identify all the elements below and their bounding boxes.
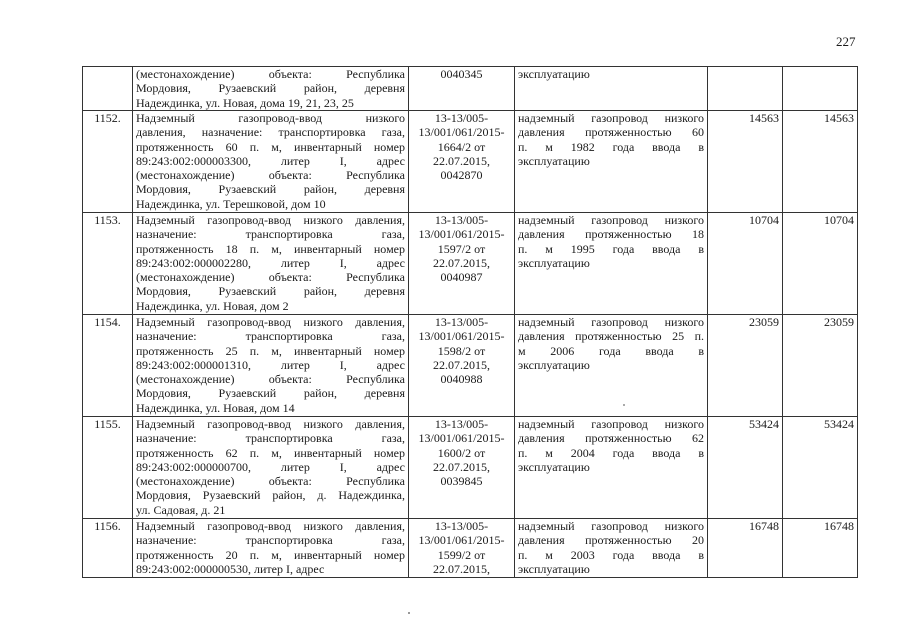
- text-line: давления протяженностью 20: [518, 533, 704, 548]
- text-line: давления протяженностью 25 п.: [518, 329, 704, 344]
- text-line: Мордовия, Рузаевский район, деревня: [136, 81, 405, 96]
- value-cell: 14563: [783, 111, 858, 213]
- value-cell: 53424: [783, 417, 858, 519]
- text-line: 13-13/005-: [434, 111, 489, 125]
- object-characteristics: [515, 111, 708, 213]
- object-characteristics: [515, 213, 708, 315]
- table-row: [83, 417, 858, 519]
- text-line: Надеждинка, ул. Новая, дом 14: [136, 400, 295, 415]
- object-description: [133, 67, 409, 111]
- text-line: 13-13/005-: [434, 315, 489, 329]
- text-line: надземный газопровод низкого: [518, 417, 704, 431]
- object-characteristics: [515, 315, 708, 417]
- registration-record: [409, 315, 515, 417]
- object-description: [133, 519, 409, 578]
- text-line: 89:243:002:000000530, литер I, адрес: [136, 561, 325, 576]
- text-line: назначение: транспортировка газа,: [136, 329, 405, 344]
- row-number: 1153.: [83, 213, 133, 315]
- table-row: [83, 519, 858, 578]
- text-line: эксплуатацию: [518, 153, 590, 168]
- text-line: протяженность 60 п. м, инвентарный номер: [136, 139, 405, 154]
- text-line: п. м 1995 года ввода в: [518, 241, 704, 256]
- text-line: 1664/2 от: [437, 139, 486, 154]
- value-cell: 23059: [783, 315, 858, 417]
- registration-record: [409, 213, 515, 315]
- text-line: ул. Садовая, д. 21: [136, 502, 226, 517]
- page-number: 227: [836, 34, 856, 49]
- value-cell: [783, 67, 858, 111]
- text-line: Мордовия, Рузаевский район, деревня: [136, 386, 405, 401]
- text-line: 13/001/061/2015-: [418, 431, 505, 446]
- text-line: Мордовия, Рузаевский район, д. Надеждинка,: [136, 488, 405, 503]
- object-description: [133, 417, 409, 519]
- table-row: [83, 213, 858, 315]
- value-cell: 16748: [708, 519, 783, 578]
- text-line: 22.07.2015,: [433, 459, 490, 474]
- text-line: 0039845: [440, 474, 483, 489]
- object-characteristics: [515, 519, 708, 578]
- text-line: Надземный газопровод-ввод низкого давления,: [136, 213, 405, 227]
- value-cell: 23059: [708, 315, 783, 417]
- text-line: Надеждинка, ул. Новая, дом 2: [136, 298, 289, 313]
- text-line: Мордовия, Рузаевский район, деревня: [136, 182, 405, 197]
- registration-record: [409, 417, 515, 519]
- text-line: 0042870: [440, 168, 483, 183]
- text-line: 0040987: [440, 270, 483, 285]
- scan-speck: [408, 612, 410, 614]
- table-row: [83, 111, 858, 213]
- text-line: (местонахождение) объекта: Республика: [136, 270, 405, 285]
- object-description: [133, 111, 409, 213]
- text-line: Надеждинка, ул. Терешковой, дом 10: [136, 196, 326, 211]
- object-description: [133, 315, 409, 417]
- text-line: Надземный газопровод-ввод низкого давления,: [136, 417, 405, 431]
- text-line: 0040345: [440, 67, 483, 81]
- text-line: 13-13/005-: [434, 417, 489, 431]
- text-line: Мордовия, Рузаевский район, деревня: [136, 284, 405, 299]
- text-line: 0040988: [440, 372, 483, 387]
- text-line: 89:243:002:000001310, литер I, адрес: [136, 357, 405, 372]
- text-line: 89:243:002:000003300, литер I, адрес: [136, 153, 405, 168]
- text-line: эксплуатацию: [518, 561, 590, 576]
- text-line: 89:243:002:000002280, литер I, адрес: [136, 255, 405, 270]
- text-line: назначение: транспортировка газа,: [136, 431, 405, 446]
- text-line: 13/001/061/2015-: [418, 125, 505, 140]
- object-characteristics: [515, 417, 708, 519]
- registration-record: [409, 67, 515, 111]
- value-cell: [708, 67, 783, 111]
- text-line: протяженность 62 п. м, инвентарный номер: [136, 445, 405, 460]
- scan-speck: [623, 404, 625, 406]
- text-line: Надземный газопровод-ввод низкого давления,: [136, 315, 405, 329]
- text-line: 1598/2 от: [437, 343, 486, 358]
- text-line: назначение: транспортировка газа,: [136, 227, 405, 242]
- text-line: надземный газопровод низкого: [518, 213, 704, 227]
- text-line: (местонахождение) объекта: Республика: [136, 474, 405, 489]
- text-line: 89:243:002:000000700, литер I, адрес: [136, 459, 405, 474]
- row-number: [83, 67, 133, 111]
- text-line: 13-13/005-: [434, 213, 489, 227]
- text-line: протяженность 18 п. м, инвентарный номер: [136, 241, 405, 256]
- registration-record: [409, 111, 515, 213]
- text-line: (местонахождение) объекта: Республика: [136, 168, 405, 183]
- object-characteristics: [515, 67, 708, 111]
- text-line: п. м 2003 года ввода в: [518, 547, 704, 562]
- text-line: эксплуатацию: [518, 255, 590, 270]
- value-cell: 14563: [708, 111, 783, 213]
- text-line: 22.07.2015,: [433, 561, 490, 576]
- registration-record: [409, 519, 515, 578]
- text-line: назначение: транспортировка газа,: [136, 533, 405, 548]
- text-line: Надземный газопровод-ввод низкого: [136, 111, 405, 125]
- text-line: давления протяженностью 60: [518, 125, 704, 140]
- text-line: надземный газопровод низкого: [518, 315, 704, 329]
- records-table: [82, 66, 858, 578]
- text-line: протяженность 20 п. м, инвентарный номер: [136, 547, 405, 562]
- value-cell: 10704: [783, 213, 858, 315]
- object-description: [133, 213, 409, 315]
- text-line: 13/001/061/2015-: [418, 329, 505, 344]
- text-line: давления, назначение: транспортировка газа,: [136, 125, 405, 140]
- text-line: давления протяженностью 62: [518, 431, 704, 446]
- value-cell: 53424: [708, 417, 783, 519]
- text-line: эксплуатацию: [518, 459, 590, 474]
- row-number: 1152.: [83, 111, 133, 213]
- table-row: [83, 315, 858, 417]
- text-line: Надеждинка, ул. Новая, дома 19, 21, 23, 25: [136, 95, 354, 110]
- text-line: давления протяженностью 18: [518, 227, 704, 242]
- text-line: 13/001/061/2015-: [418, 533, 505, 548]
- text-line: Надземный газопровод-ввод низкого давления,: [136, 519, 405, 533]
- text-line: 1599/2 от: [437, 547, 486, 562]
- text-line: надземный газопровод низкого: [518, 519, 704, 533]
- text-line: 13-13/005-: [434, 519, 489, 533]
- text-line: 22.07.2015,: [433, 153, 490, 168]
- text-line: протяженность 25 п. м, инвентарный номер: [136, 343, 405, 358]
- value-cell: 16748: [783, 519, 858, 578]
- text-line: 22.07.2015,: [433, 357, 490, 372]
- text-line: 1600/2 от: [437, 445, 486, 460]
- text-line: м 2006 года ввода в: [518, 343, 704, 358]
- text-line: надземный газопровод низкого: [518, 111, 704, 125]
- row-number: 1154.: [83, 315, 133, 417]
- text-line: эксплуатацию: [518, 67, 590, 81]
- row-number: 1156.: [83, 519, 133, 578]
- value-cell: 10704: [708, 213, 783, 315]
- text-line: эксплуатацию: [518, 357, 590, 372]
- text-line: п. м 2004 года ввода в: [518, 445, 704, 460]
- text-line: (местонахождение) объекта: Республика: [136, 372, 405, 387]
- text-line: п. м 1982 года ввода в: [518, 139, 704, 154]
- text-line: (местонахождение) объекта: Республика: [136, 67, 405, 81]
- text-line: 13/001/061/2015-: [418, 227, 505, 242]
- records-body: [83, 67, 858, 578]
- row-number: 1155.: [83, 417, 133, 519]
- table-row: [83, 67, 858, 111]
- text-line: 22.07.2015,: [433, 255, 490, 270]
- text-line: 1597/2 от: [437, 241, 486, 256]
